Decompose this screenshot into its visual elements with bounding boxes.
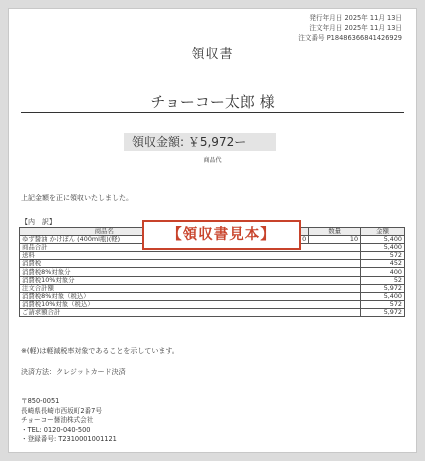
- issuer-block: [21, 397, 117, 445]
- document-title: 領収書: [191, 47, 234, 62]
- payment-method: 決済方法：クレジットカード決済: [21, 368, 126, 376]
- row-value: 5,400: [361, 292, 405, 300]
- row-label: 注文合計額: [20, 284, 361, 292]
- receipt-document: [8, 8, 417, 453]
- table-row: [20, 260, 405, 268]
- row-value: 52: [361, 276, 405, 284]
- table-row: [20, 300, 405, 308]
- sample-stamp: 【領収書見本】: [142, 220, 301, 250]
- header-info: [298, 13, 402, 43]
- row-value: 452: [361, 260, 405, 268]
- order-date: 注文年月日 2025年 11月 13日: [309, 24, 402, 32]
- received-statement: 上記金額を正に領収いたしました。: [21, 194, 133, 202]
- row-label: 消費税10%対象（税込）: [20, 300, 361, 308]
- item-amount: 5,400: [361, 236, 405, 244]
- issuer-zip: 〒850-0051: [21, 397, 60, 405]
- table-row: [20, 276, 405, 284]
- amount-note: 商品代: [203, 157, 222, 164]
- row-value: 5,400: [361, 244, 405, 252]
- item-name: ゆず醤油 かけぽん (400ml瓶)(軽): [20, 236, 190, 244]
- row-label: 送料: [20, 252, 361, 260]
- item-unit-price: 0: [189, 236, 309, 244]
- row-label: 消費税8%対象分: [20, 268, 361, 276]
- recipient-underline: [21, 112, 404, 113]
- row-label: ご請求額合計: [20, 308, 361, 316]
- receipt-amount: 領収金額: ￥5,972ー: [124, 133, 276, 151]
- row-value: 572: [361, 300, 405, 308]
- row-value: 5,972: [361, 308, 405, 316]
- row-label: 消費税8%対象（税込）: [20, 292, 361, 300]
- breakdown-label: 【内 訳】: [21, 218, 56, 226]
- reduced-tax-note: ※(軽)は軽減税率対象であることを示しています。: [21, 347, 179, 355]
- row-label: 消費税10%対象分: [20, 276, 361, 284]
- issuer-registration: ・登録番号: T2310001001121: [21, 435, 117, 443]
- issuer-company: チョーコー醤油株式会社: [21, 416, 94, 424]
- row-label: 消費税: [20, 260, 361, 268]
- header-product: 商品名: [20, 228, 190, 236]
- issue-date: 発行年月日 2025年 11月 13日: [309, 14, 402, 22]
- header-amount: 金額: [361, 228, 405, 236]
- row-value: 572: [361, 252, 405, 260]
- header-quantity: 数量: [309, 228, 361, 236]
- row-label: 商品合計: [20, 244, 361, 252]
- row-value: 400: [361, 268, 405, 276]
- row-value: 5,972: [361, 284, 405, 292]
- table-row: [20, 308, 405, 316]
- order-number: 注文番号 P18486366841426929: [298, 34, 402, 42]
- issuer-address: 長崎県長崎市西坂町2番7号: [21, 406, 102, 415]
- table-row: [20, 252, 405, 260]
- item-quantity: 10: [309, 236, 361, 244]
- issuer-tel: ・TEL: 0120-040-500: [21, 425, 91, 434]
- table-row: [20, 268, 405, 276]
- recipient-name: チョーコー太郎 様: [150, 93, 275, 111]
